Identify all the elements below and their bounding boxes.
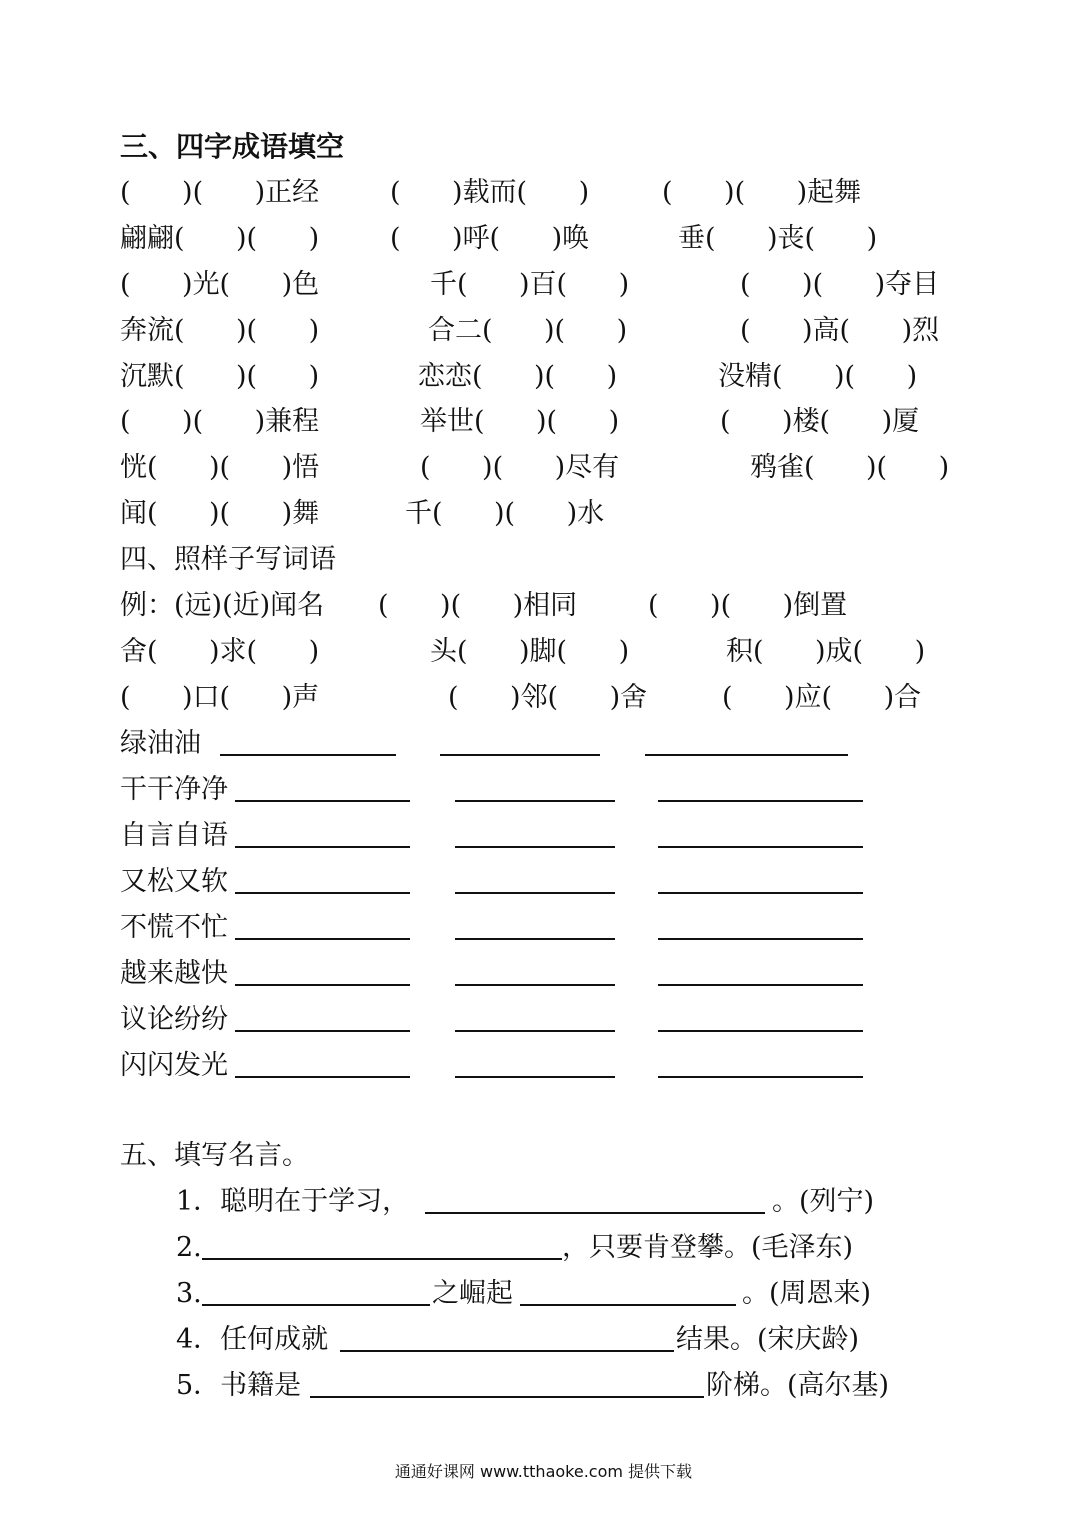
answer-line[interactable] — [235, 984, 410, 986]
answer-line[interactable] — [310, 1396, 704, 1398]
example-word: 闪闪发光 — [120, 1050, 228, 1081]
word-pattern: ( )( )倒置 — [648, 590, 848, 621]
idiom-blank: 没精( )( ) — [718, 361, 918, 392]
idiom-blank: 鸦雀( )( ) — [750, 452, 950, 483]
answer-line[interactable] — [455, 846, 615, 848]
example-word: 绿油油 — [120, 728, 201, 759]
idiom-blank: 闻( )( )舞 — [120, 498, 320, 529]
answer-line[interactable] — [340, 1350, 674, 1352]
quote-suffix: 。(列宁) — [772, 1186, 875, 1217]
answer-line[interactable] — [455, 984, 615, 986]
quote-prefix: 4．任何成就 — [176, 1324, 329, 1355]
idiom-blank: 千( )( )水 — [405, 498, 605, 529]
quote-prefix: 2. — [176, 1232, 202, 1263]
idiom-blank: ( )光( )色 — [120, 269, 320, 300]
idiom-blank: ( )( )兼程 — [120, 406, 320, 437]
answer-line[interactable] — [455, 938, 615, 940]
section-5-title: 五、填写名言。 — [120, 1140, 309, 1171]
answer-line[interactable] — [235, 846, 410, 848]
word-pattern: ( )邻( )舍 — [448, 682, 648, 713]
answer-line[interactable] — [520, 1304, 736, 1306]
answer-line[interactable] — [440, 754, 600, 756]
word-pattern: ( )口( )声 — [120, 682, 320, 713]
idiom-blank: 千( )百( ) — [430, 269, 630, 300]
answer-line[interactable] — [220, 754, 396, 756]
answer-line[interactable] — [455, 892, 615, 894]
example-word: 又松又软 — [120, 866, 228, 897]
idiom-blank: 恍( )( )悟 — [120, 452, 320, 483]
quote-suffix: 结果。(宋庆龄) — [676, 1324, 860, 1355]
word-pattern: ( )应( )合 — [722, 682, 922, 713]
answer-line[interactable] — [658, 984, 863, 986]
answer-line[interactable] — [235, 938, 410, 940]
word-pattern: 积( )成( ) — [726, 636, 926, 667]
answer-line[interactable] — [235, 1076, 410, 1078]
answer-line[interactable] — [455, 800, 615, 802]
answer-line[interactable] — [658, 1076, 863, 1078]
answer-line[interactable] — [235, 800, 410, 802]
footer-source: 通通好课网 www.tthaoke.com 提供下载 — [394, 1462, 693, 1481]
example-word: 议论纷纷 — [120, 1004, 228, 1035]
idiom-blank: 举世( )( ) — [420, 406, 620, 437]
answer-line[interactable] — [658, 892, 863, 894]
quote-prefix: 3. — [176, 1278, 202, 1309]
idiom-blank: 奔流( )( ) — [120, 315, 320, 346]
section-3-title: 三、四字成语填空 — [120, 130, 345, 163]
answer-line[interactable] — [202, 1304, 430, 1306]
quote-suffix: 阶梯。(高尔基) — [706, 1370, 890, 1401]
idiom-blank: ( )呼( )唤 — [390, 223, 590, 254]
quote-suffix: 。(周恩来) — [742, 1278, 872, 1309]
answer-line[interactable] — [645, 754, 848, 756]
idiom-blank: 沉默( )( ) — [120, 361, 320, 392]
answer-line[interactable] — [658, 938, 863, 940]
answer-line[interactable] — [235, 1030, 410, 1032]
word-pattern: ( )( )相同 — [378, 590, 578, 621]
idiom-blank: ( )( )尽有 — [420, 452, 620, 483]
answer-line[interactable] — [202, 1258, 562, 1260]
example-word: 干干净净 — [120, 774, 228, 805]
idiom-blank: 恋恋( )( ) — [418, 361, 618, 392]
idiom-blank: ( )高( )烈 — [740, 315, 940, 346]
answer-line[interactable] — [455, 1076, 615, 1078]
idiom-blank: ( )载而( ) — [390, 177, 590, 208]
quote-suffix: ，只要肯登攀。(毛泽东) — [562, 1232, 854, 1263]
idiom-blank: 垂( )丧( ) — [678, 223, 878, 254]
quote-middle: 之崛起 — [432, 1278, 513, 1309]
quote-prefix: 5．书籍是 — [176, 1370, 302, 1401]
idiom-blank: 翩翩( )( ) — [120, 223, 320, 254]
word-pattern: 例：(远)(近)闻名 — [120, 590, 325, 621]
example-word: 自言自语 — [120, 820, 228, 851]
section-4-title: 四、照样子写词语 — [120, 544, 336, 575]
quote-prefix: 1．聪明在于学习， — [176, 1186, 410, 1217]
idiom-blank: ( )楼( )厦 — [720, 406, 920, 437]
example-word: 不慌不忙 — [120, 912, 228, 943]
example-word: 越来越快 — [120, 958, 228, 989]
answer-line[interactable] — [658, 846, 863, 848]
word-pattern: 舍( )求( ) — [120, 636, 320, 667]
answer-line[interactable] — [425, 1212, 765, 1214]
idiom-blank: ( )( )起舞 — [662, 177, 862, 208]
answer-line[interactable] — [658, 1030, 863, 1032]
answer-line[interactable] — [235, 892, 410, 894]
answer-line[interactable] — [658, 800, 863, 802]
idiom-blank: ( )( )夺目 — [740, 269, 940, 300]
idiom-blank: 合二( )( ) — [428, 315, 628, 346]
word-pattern: 头( )脚( ) — [430, 636, 630, 667]
answer-line[interactable] — [455, 1030, 615, 1032]
idiom-blank: ( )( )正经 — [120, 177, 320, 208]
